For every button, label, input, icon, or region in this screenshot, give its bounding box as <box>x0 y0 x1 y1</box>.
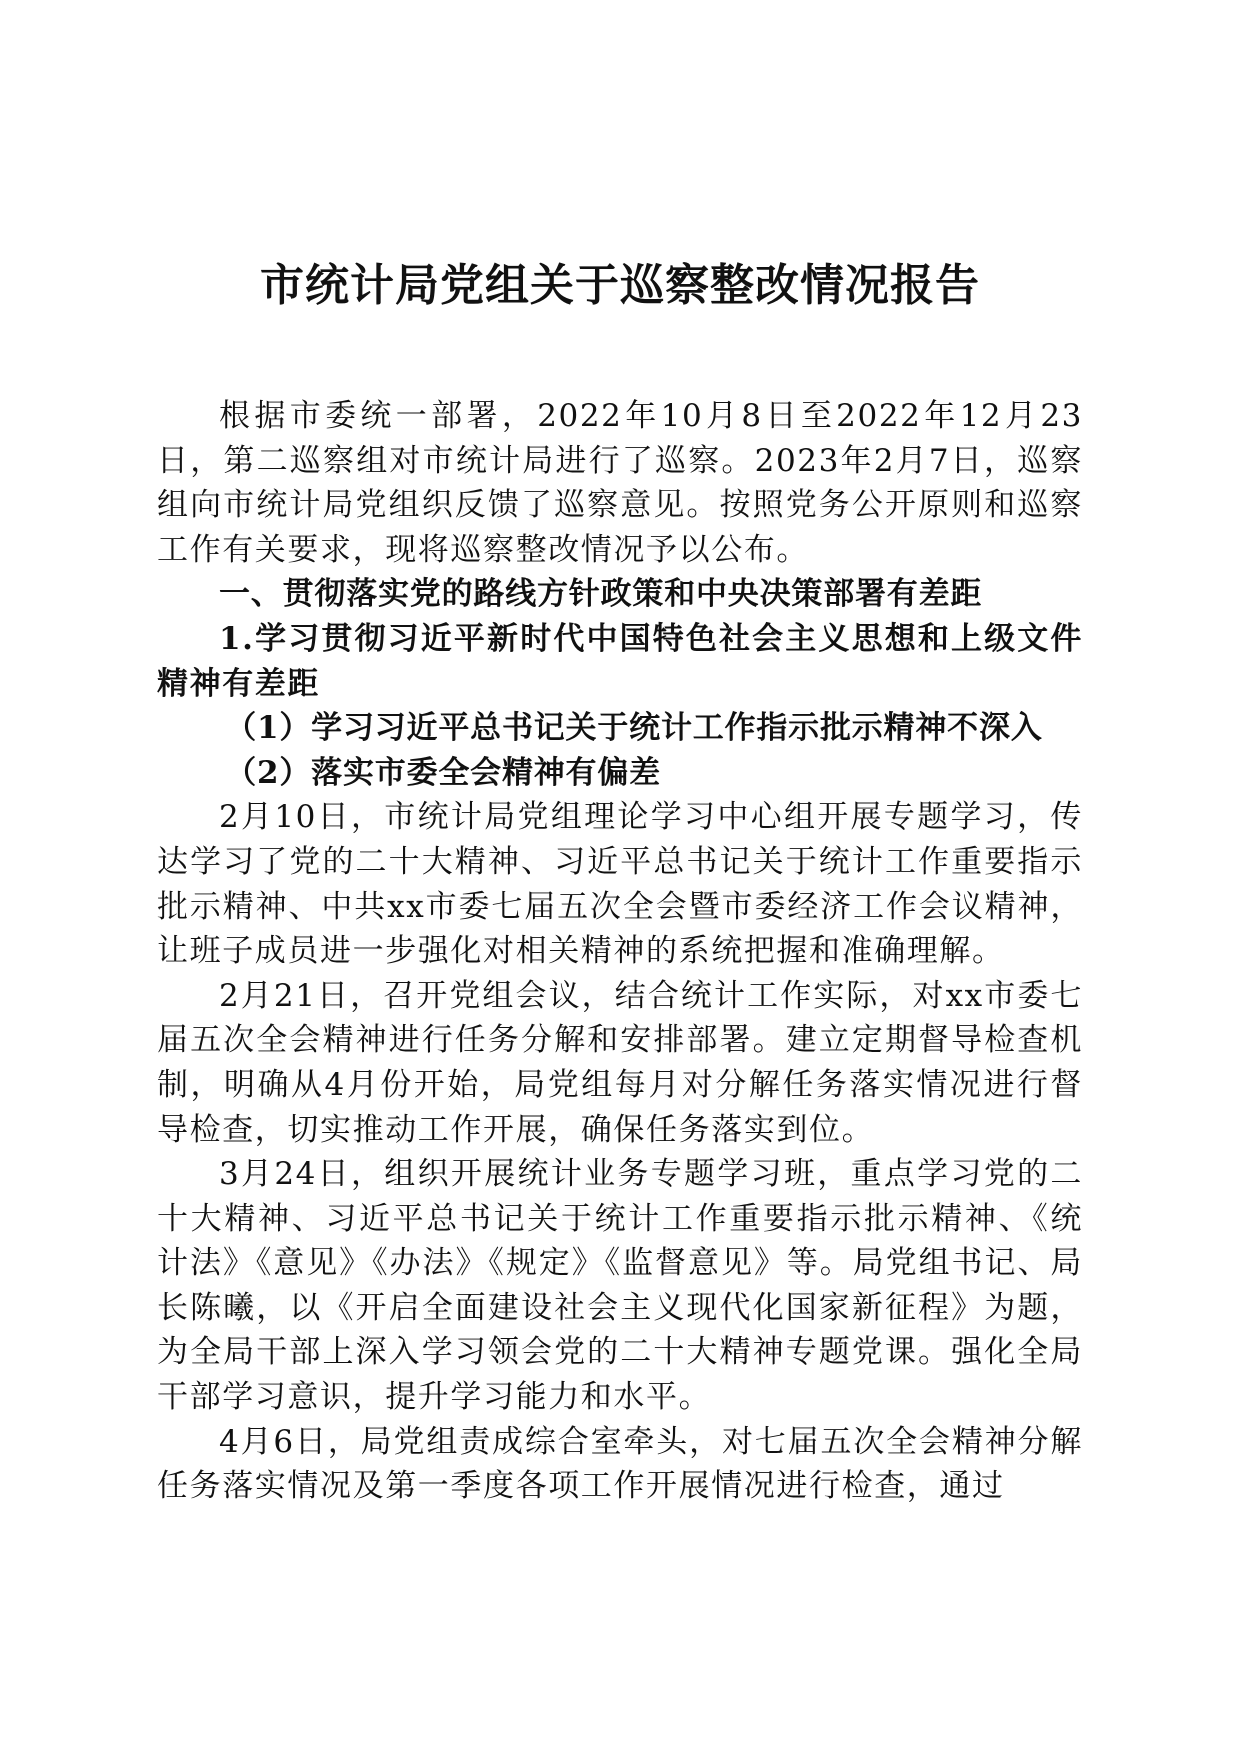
body-paragraph: 2月21日，召开党组会议，结合统计工作实际，对xx市委七届五次全会精神进行任务分解和安排部署。建立定期督导检查机制，明确从4月份开始，局党组每月对分解任务落实情况进行督导检查，切实推动工作开展，确保任务落实到位。 <box>157 977 1083 1148</box>
body-paragraph: 3月24日，组织开展统计业务专题学习班，重点学习党的二十大精神、习近平总书记关于统计工作重要指示批示精神、《统计法》《意见》《办法》《规定》《监督意见》等。局党组书记、局长陈曦，以《开启全面建设社会主义现代化国家新征程》为题，为全局干部上深入学习领会党的二十大精神专题党课。强化全局干部学习意识，提升学习能力和水平。 <box>157 1156 1083 1416</box>
intro-paragraph: 根据市委统一部署，2022年10月8日至2022年12月23日，第二巡察组对市统计局进行了巡察。2023年2月7日，巡察组向市统计局党组织反馈了巡察意见。按照党务公开原则和巡察工作有关要求，现将巡察整改情况予以公布。 <box>157 398 1083 568</box>
body-paragraph: 2月10日，市统计局党组理论学习中心组开展专题学习，传达学习了党的二十大精神、习近平总书记关于统计工作重要指示批示精神、中共xx市委七届五次全会暨市委经济工作会议精神，让班子成员进一步强化对相关精神的系统把握和准确理解。 <box>157 799 1083 970</box>
document-body <box>157 250 1083 1509</box>
item-1-heading: 1.学习贯彻习近平新时代中国特色社会主义思想和上级文件精神有差距 <box>157 620 1083 702</box>
section-1-heading: 一、贯彻落实党的路线方针政策和中央决策部署有差距 <box>219 576 983 613</box>
document-title: 市统计局党组关于巡察整改情况报告 <box>260 260 980 311</box>
sub-item-2-heading: （2）落实市委全会精神有偏差 <box>225 754 661 791</box>
body-paragraph: 4月6日，局党组责成综合室牵头，对七届五次全会精神分解任务落实情况及第一季度各项工作开展情况进行检查，通过 <box>157 1423 1083 1505</box>
sub-item-1-heading: （1）学习习近平总书记关于统计工作指示批示精神不深入 <box>225 710 1043 747</box>
